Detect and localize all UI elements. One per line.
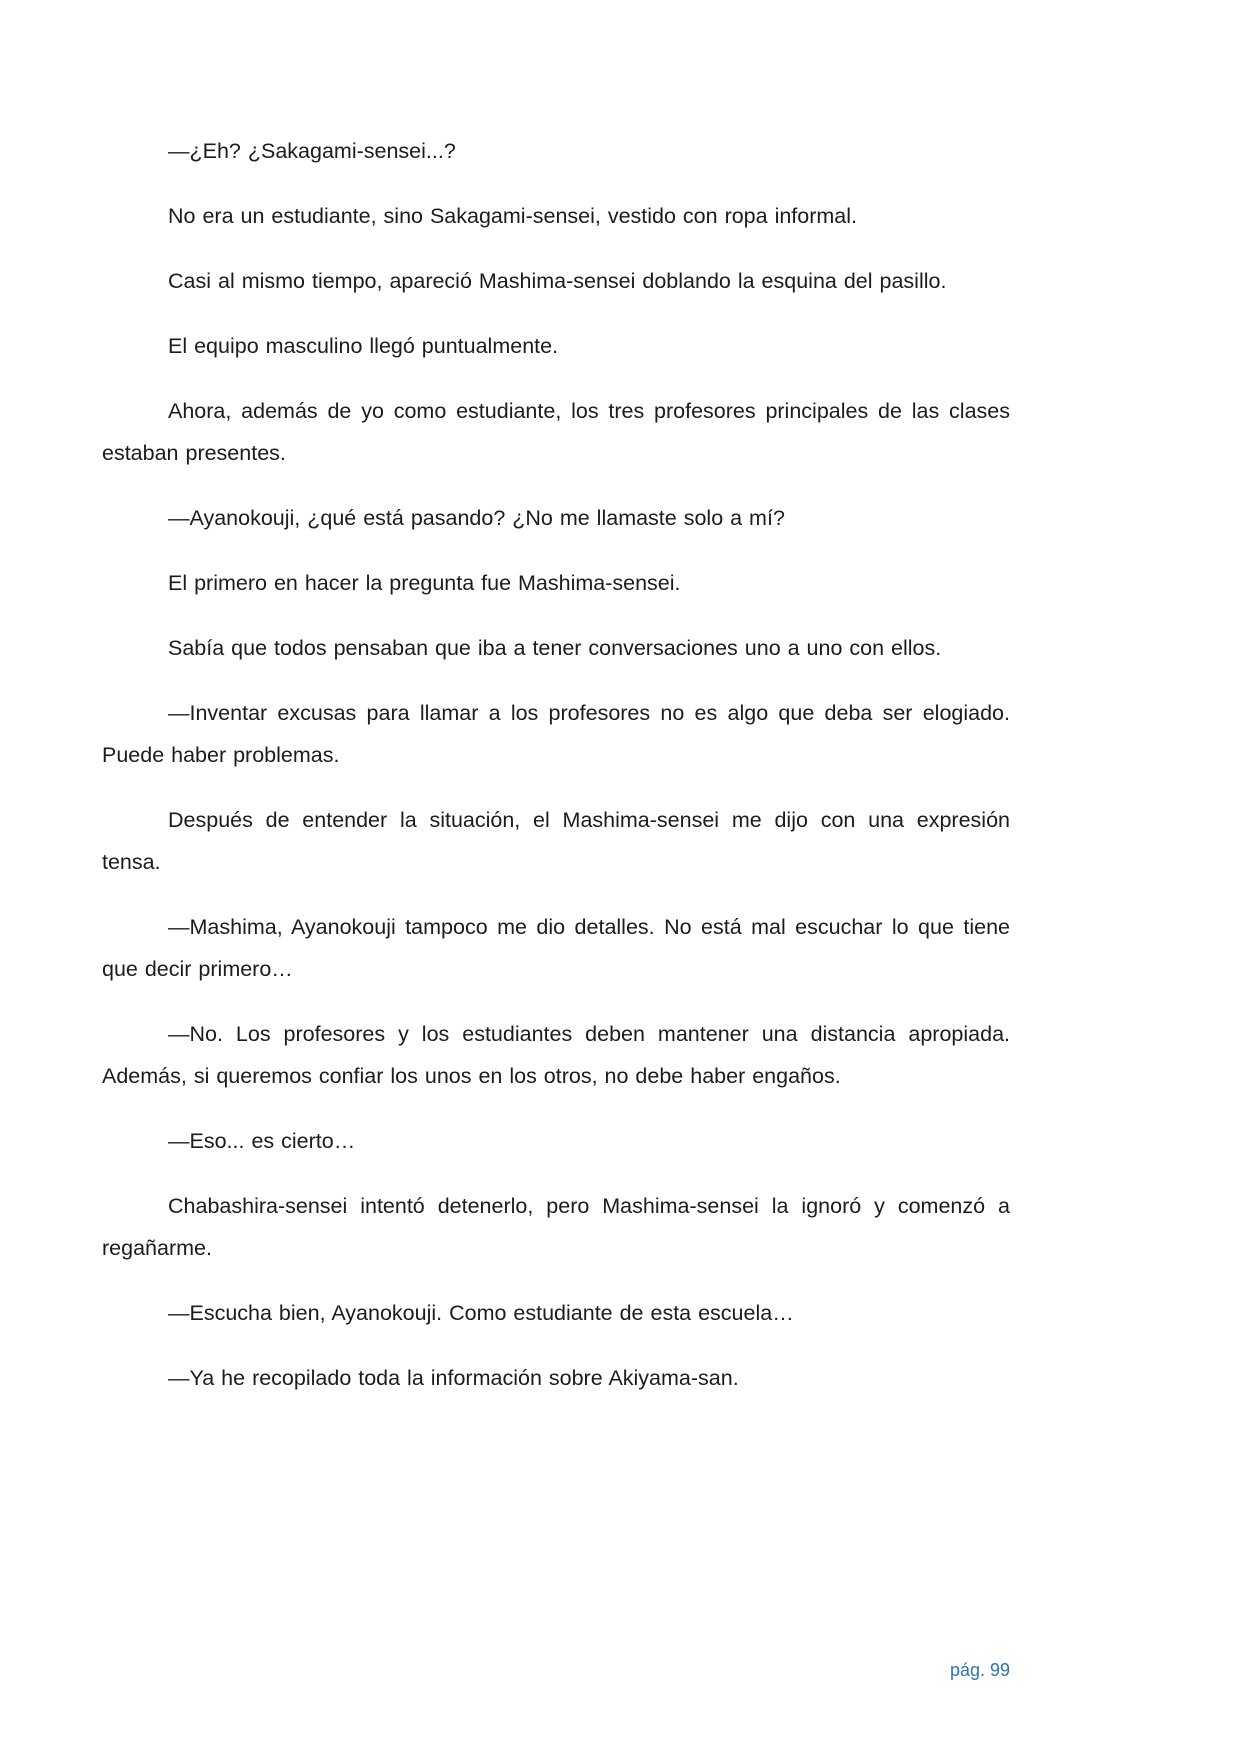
paragraph: Casi al mismo tiempo, apareció Mashima-sensei doblando la esquina del pasillo. [168, 269, 947, 293]
page-footer [950, 1659, 1010, 1681]
paragraph: El primero en hacer la pregunta fue Mashima-sensei. [168, 571, 681, 595]
paragraph: Después de entender la situación, el Mashima-sensei me dijo con una expresión tensa. [102, 808, 1010, 874]
paragraph: —Ya he recopilado toda la información sobre Akiyama-san. [168, 1366, 739, 1390]
paragraph: —Escucha bien, Ayanokouji. Como estudiante de esta escuela… [168, 1301, 794, 1325]
paragraph: —Ayanokouji, ¿qué está pasando? ¿No me llamaste solo a mí? [168, 506, 785, 530]
paragraph: Ahora, además de yo como estudiante, los tres profesores principales de las clases estaban presentes. [102, 399, 1010, 465]
paragraph: —Mashima, Ayanokouji tampoco me dio detalles. No está mal escuchar lo que tiene que decir primero… [102, 915, 1010, 981]
paragraph: —Eso... es cierto… [168, 1129, 356, 1153]
page-number: pág. 99 [949, 1660, 1010, 1680]
paragraph: El equipo masculino llegó puntualmente. [168, 334, 559, 358]
paragraph: —No. Los profesores y los estudiantes deben mantener una distancia apropiada. Además, si queremos confiar los unos en los otros, no debe haber engaños. [102, 1022, 1010, 1088]
paragraph: —¿Eh? ¿Sakagami-sensei...? [168, 139, 456, 163]
paragraph: —Inventar excusas para llamar a los profesores no es algo que deba ser elogiado. Puede haber problemas. [102, 701, 1010, 767]
document-body [102, 130, 1010, 1399]
paragraph: Chabashira-sensei intentó detenerlo, pero Mashima-sensei la ignoró y comenzó a regañarme. [102, 1194, 1010, 1260]
paragraph: No era un estudiante, sino Sakagami-sensei, vestido con ropa informal. [168, 204, 858, 228]
paragraph: Sabía que todos pensaban que iba a tener conversaciones uno a uno con ellos. [168, 636, 942, 660]
